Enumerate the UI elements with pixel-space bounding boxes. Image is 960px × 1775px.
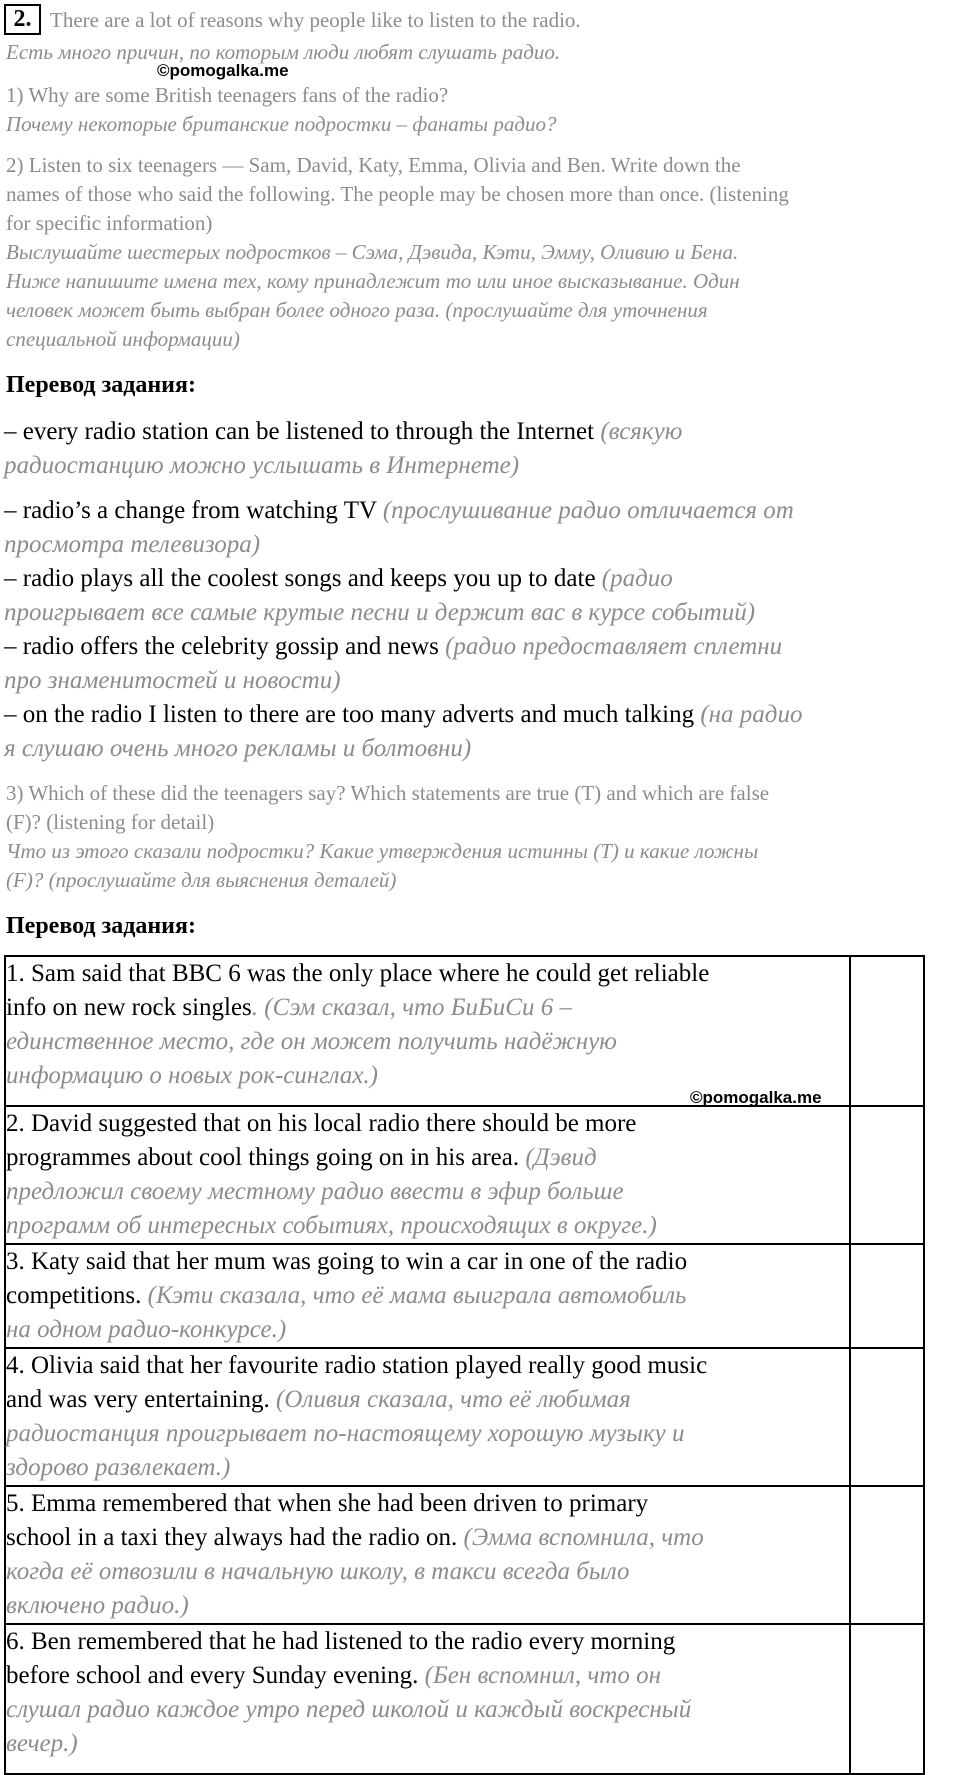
q2-ru-line-1: Выслушайте шестерых подростков – Сэма, Дэвида, Кэти, Эмму, Оливию и Бена. — [6, 240, 739, 264]
answer-cell-4[interactable] — [850, 1348, 924, 1486]
row-6-ru-line-1: слушал радио каждое утро перед школой и каждый воскресный — [6, 1696, 692, 1723]
statement-5 — [4, 698, 802, 732]
answer-cell-2[interactable] — [850, 1106, 924, 1244]
translation-heading-1: Перевод задания: — [6, 372, 196, 398]
q2-ru-line-2: Ниже напишите имена тех, кому принадлежит то или иное высказывание. Один — [6, 269, 740, 293]
statement-3-en: – radio plays all the coolest songs and keeps you up to date — [4, 565, 596, 592]
row-5-line-2: school in a taxi they always had the radio on. (Эмма вспомнила, что — [6, 1524, 704, 1551]
statement-4-en: – radio offers the celebrity gossip and news — [4, 633, 439, 660]
q1-en: 1) Why are some British teenagers fans of the radio? — [6, 83, 449, 107]
row-6-ru-line-2: вечер.) — [6, 1730, 78, 1757]
statement-4 — [4, 630, 782, 664]
statement-3-ru-end: проигрывает все самые крутые песни и держит вас в курсе событий) — [4, 599, 756, 626]
row-2-line-1: 2. David suggested that on his local radio there should be more — [6, 1110, 637, 1137]
statement-1-ru-end: радиостанцию можно услышать в Интернете) — [4, 452, 520, 479]
statement-1-en: – every radio station can be listened to through the Internet — [4, 418, 595, 445]
statement-2-ru-end: просмотра телевизора) — [4, 531, 261, 558]
table-row — [5, 956, 924, 1106]
statement-5-en: – on the radio I listen to there are too many adverts and much talking — [4, 701, 695, 728]
q3-en-line-1: 3) Which of these did the teenagers say? Which statements are true (T) and which are false — [6, 781, 770, 805]
q1-ru: Почему некоторые британские подростки – фанаты радио? — [6, 112, 557, 136]
statement-2-ru-start: (прослушивание радио отличается от — [382, 497, 794, 524]
q2-ru-line-3: человек может быть выбран более одного раза. (прослушайте для уточнения — [6, 298, 708, 322]
row-1-line-2: info on new rock singles. (Сэм сказал, что БиБиСи 6 – — [6, 994, 572, 1021]
row-1-ru-line-1: единственное место, где он может получить надёжную — [6, 1028, 617, 1055]
table-row — [5, 1624, 924, 1774]
row-5-ru-line-1: когда её отвозили в начальную школу, в такси всегда было — [6, 1558, 630, 1585]
row-4-ru-line-2: здорово развлекает.) — [6, 1454, 231, 1481]
statement-5-ru-start: (на радио — [700, 701, 803, 728]
statement-cell-2 — [5, 1106, 850, 1244]
statement-4-ru-start: (радио предоставляет сплетни — [445, 633, 783, 660]
statement-cell-4 — [5, 1348, 850, 1486]
statement-1 — [4, 415, 682, 449]
row-1-line-1: 1. Sam said that BBC 6 was the only place where he could get reliable — [6, 960, 710, 987]
translation-heading-2: Перевод задания: — [6, 913, 196, 939]
q2-ru-line-4: специальной информации) — [6, 327, 240, 351]
row-3-ru-line-1: на одном радио-конкурсе.) — [6, 1316, 287, 1343]
row-6-line-1: 6. Ben remembered that he had listened to the radio every morning — [6, 1628, 676, 1655]
table-row — [5, 1348, 924, 1486]
table-row — [5, 1486, 924, 1624]
row-4-line-1: 4. Olivia said that her favourite radio station played really good music — [6, 1352, 708, 1379]
row-2-line-2: programmes about cool things going on in his area. (Дэвид — [6, 1144, 597, 1171]
statement-4-ru-end: про знаменитостей и новости) — [4, 667, 341, 694]
statement-cell-6 — [5, 1624, 850, 1774]
statement-cell-1 — [5, 956, 850, 1106]
statement-1-ru-start: (всякую — [600, 418, 683, 445]
row-2-ru-line-1: предложил своему местному радио ввести в эфир больше — [6, 1178, 624, 1205]
row-3-line-2: competitions. (Кэти сказала, что её мама выиграла автомобиль — [6, 1282, 687, 1309]
q3-ru-line-2: (F)? (прослушайте для выяснения деталей) — [6, 868, 397, 892]
statement-3-ru-start: (радио — [601, 565, 673, 592]
answer-cell-3[interactable] — [850, 1244, 924, 1348]
row-3-line-1: 3. Katy said that her mum was going to win a car in one of the radio — [6, 1248, 688, 1275]
task-number-box: 2. — [4, 4, 41, 35]
intro-en: There are a lot of reasons why people like to listen to the radio. — [50, 8, 581, 32]
true-false-table — [4, 955, 925, 1775]
row-5-line-1: 5. Emma remembered that when she had been driven to primary — [6, 1490, 649, 1517]
statement-3 — [4, 562, 673, 596]
q2-en-line-3: for specific information) — [6, 211, 213, 235]
q3-en-line-2: (F)? (listening for detail) — [6, 810, 215, 834]
q3-ru-line-1: Что из этого сказали подростки? Какие утверждения истинны (T) и какие ложны — [6, 839, 759, 863]
watermark-table: ©pomogalka.me — [690, 1088, 822, 1107]
row-4-line-2: and was very entertaining. (Оливия сказала, что её любимая — [6, 1386, 631, 1413]
statement-cell-5 — [5, 1486, 850, 1624]
table-row — [5, 1244, 924, 1348]
intro-ru: Есть много причин, по которым люди любят слушать радио. — [6, 40, 561, 64]
statement-2 — [4, 494, 794, 528]
answer-cell-5[interactable] — [850, 1486, 924, 1624]
q2-en-line-1: 2) Listen to six teenagers — Sam, David, Katy, Emma, Olivia and Ben. Write down the — [6, 153, 741, 177]
row-4-ru-line-1: радиостанция проигрывает по-настоящему хорошую музыку и — [6, 1420, 685, 1447]
statement-2-en: – radio’s a change from watching TV — [4, 497, 377, 524]
row-5-ru-line-2: включено радио.) — [6, 1592, 189, 1619]
table-row — [5, 1106, 924, 1244]
watermark-top: ©pomogalka.me — [157, 61, 289, 80]
answer-cell-1[interactable] — [850, 956, 924, 1106]
answer-cell-6[interactable] — [850, 1624, 924, 1774]
q2-en-line-2: names of those who said the following. The people may be chosen more than once. (listening — [6, 182, 789, 206]
row-1-ru-line-2: информацию о новых рок-синглах.) — [6, 1062, 379, 1089]
row-6-line-2: before school and every Sunday evening. (Бен вспомнил, что он — [6, 1662, 662, 1689]
row-2-ru-line-2: программ об интересных событиях, происходящих в округе.) — [6, 1212, 657, 1239]
statement-cell-3 — [5, 1244, 850, 1348]
statement-5-ru-end: я слушаю очень много рекламы и болтовни) — [4, 735, 472, 762]
